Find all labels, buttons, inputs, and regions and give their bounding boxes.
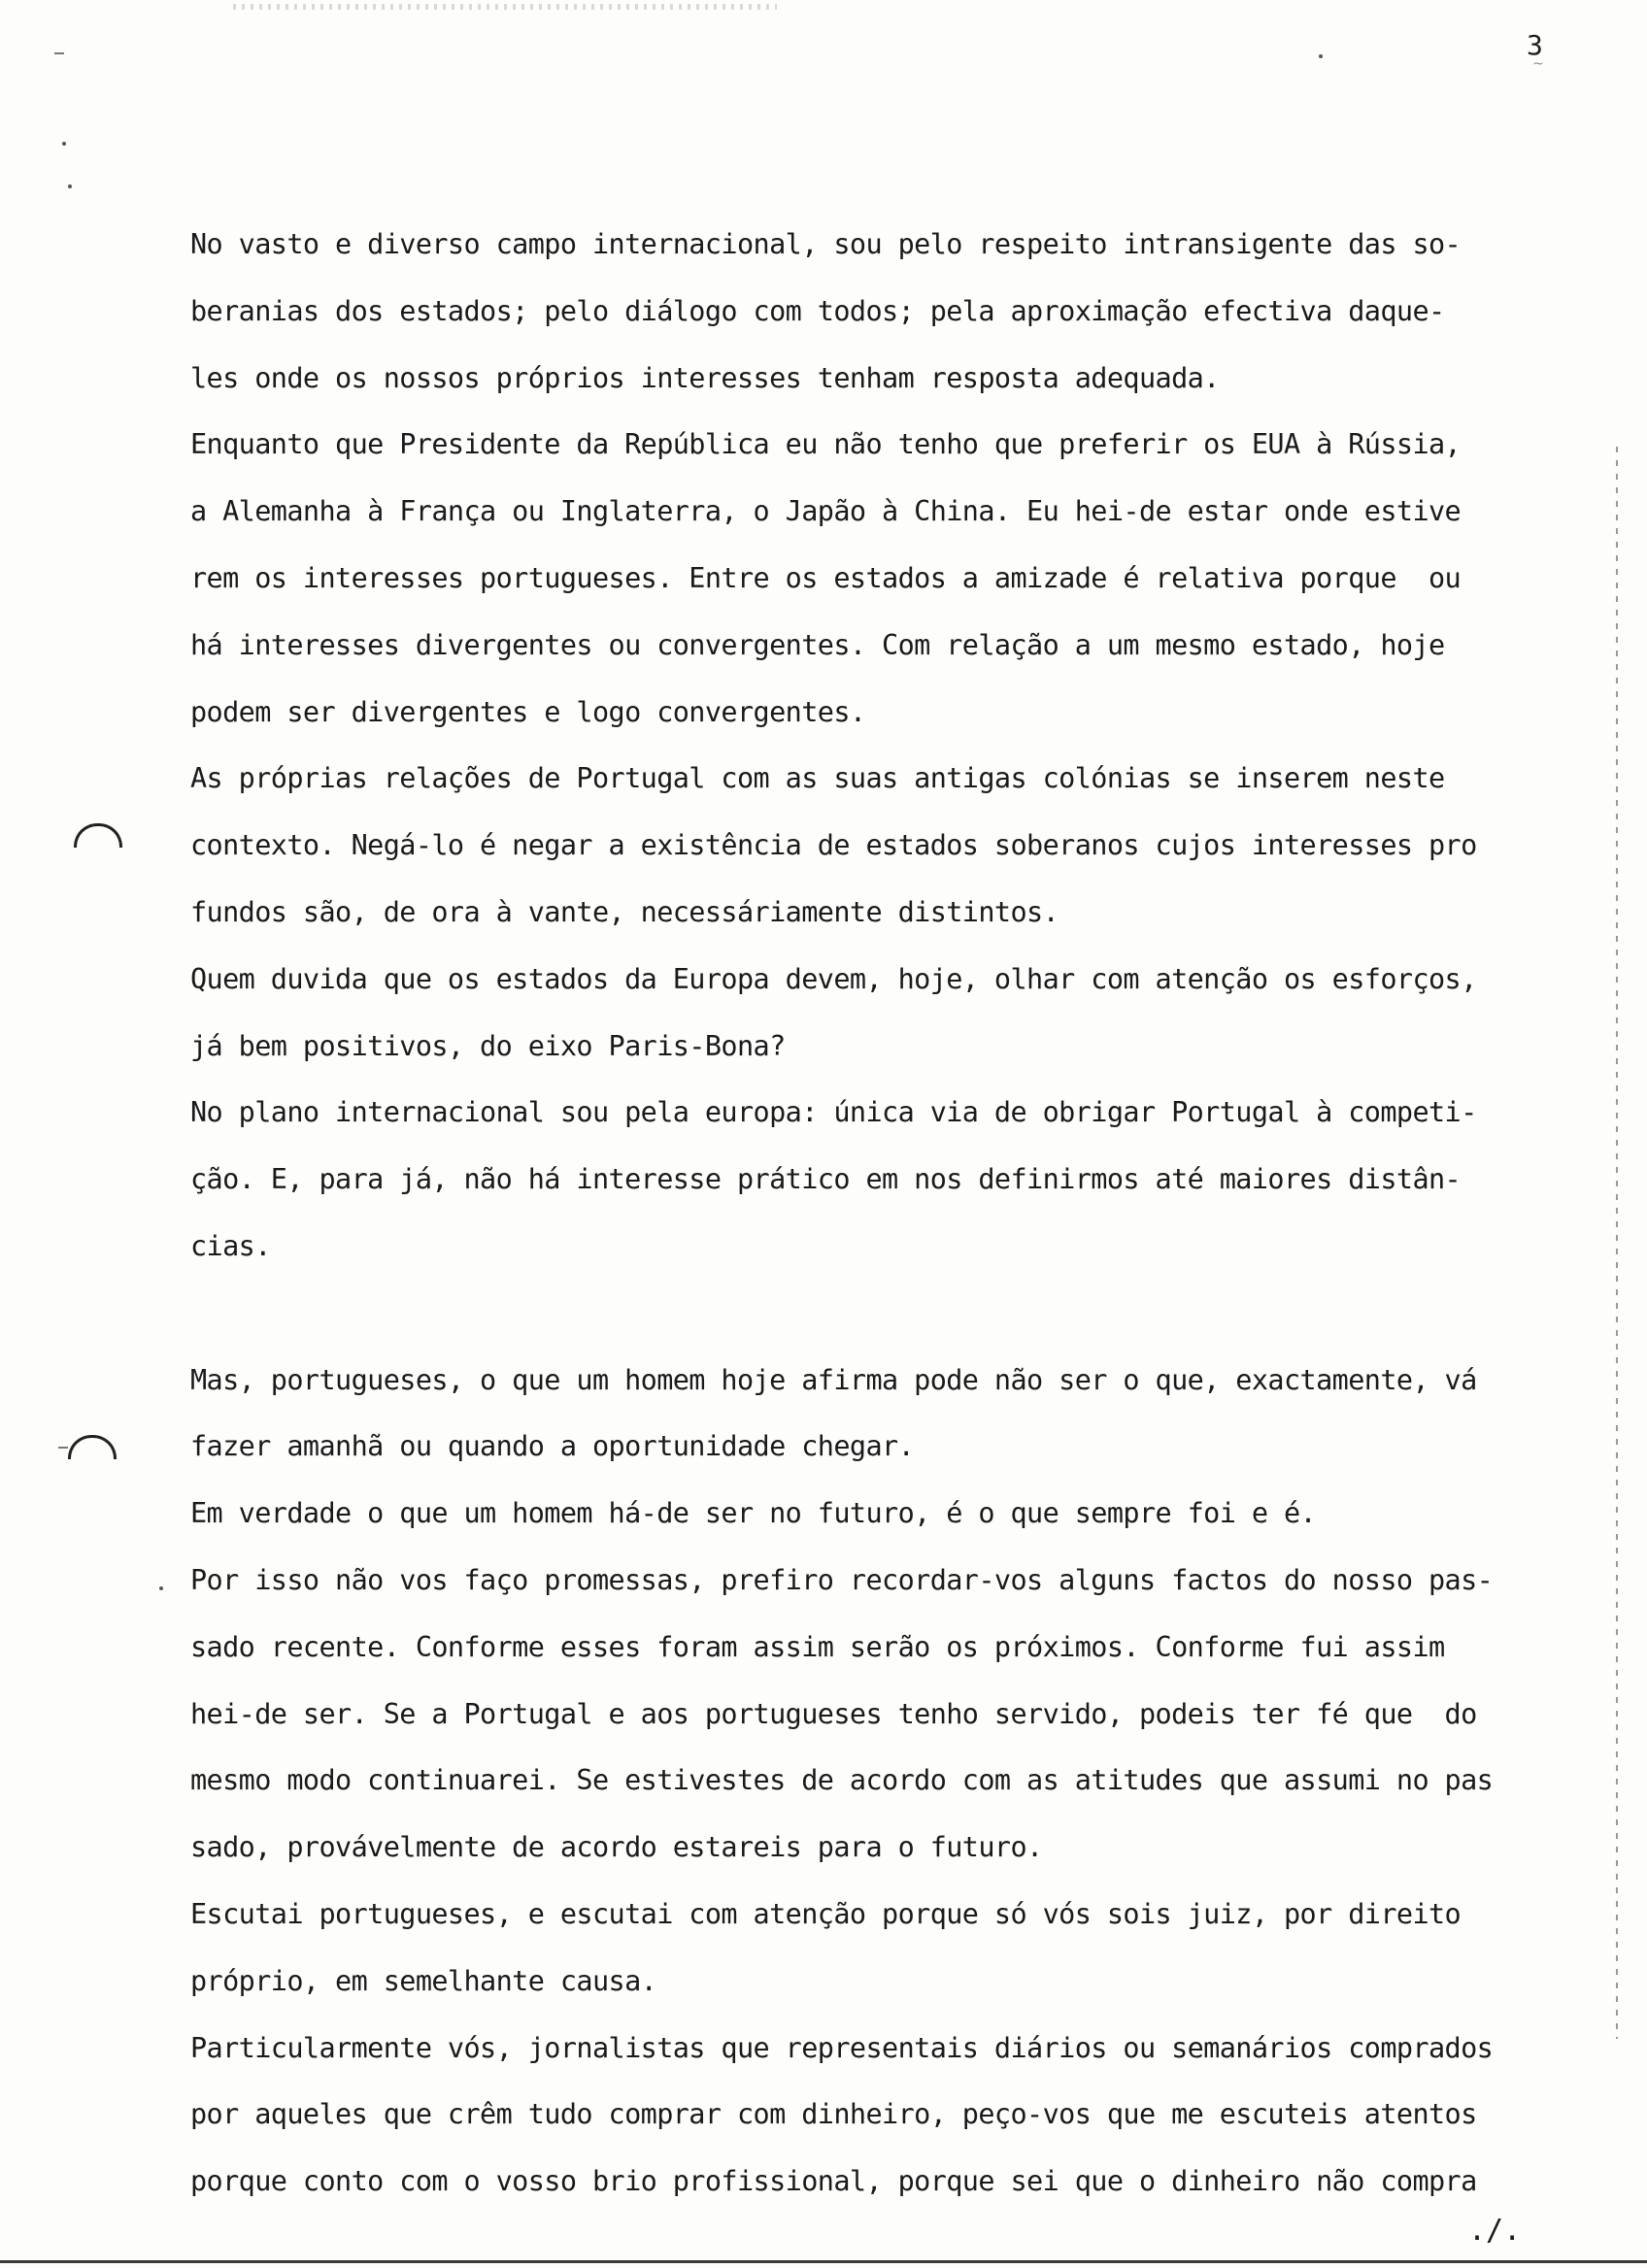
punch-hole-mark-upper xyxy=(74,823,122,848)
text-line: les onde os nossos próprios interesses tenham resposta adequada. xyxy=(190,361,1220,394)
text-line: sado recente. Conforme esses foram assim serão os próximos. Conforme fui assim xyxy=(190,1630,1445,1663)
continuation-mark: ./. xyxy=(1468,2214,1522,2248)
body-text xyxy=(190,212,1530,2216)
text-line: fazer amanhã ou quando a oportunidade chegar. xyxy=(190,1430,915,1463)
margin-speck xyxy=(159,1586,163,1590)
text-line: As próprias relações de Portugal com as suas antigas colónias se inserem neste xyxy=(190,762,1445,795)
paragraph-gap xyxy=(190,1281,1530,1348)
text-line: Em verdade o que um homem há-de ser no futuro, é o que sempre foi e é. xyxy=(190,1497,1317,1530)
text-line: próprio, em semelhante causa. xyxy=(190,1964,657,1997)
text-line: porque conto com o vosso brio profissional, porque sei que o dinheiro não compra xyxy=(190,2165,1477,2198)
text-line: Mas, portugueses, o que um homem hoje afirma pode não ser o que, exactamente, vá xyxy=(190,1363,1477,1396)
text-line: Escutai portugueses, e escutai com atenção porque só vós sois juiz, por direito xyxy=(190,1897,1462,1930)
margin-speck xyxy=(54,52,64,54)
bottom-edge-rule xyxy=(0,2260,1647,2263)
text-line: ção. E, para já, não há interesse prático em nos definirmos até maiores distân- xyxy=(190,1163,1462,1196)
top-edge-smudge xyxy=(233,4,777,10)
right-margin-dotted-line xyxy=(1616,447,1618,2039)
text-line: hei-de ser. Se a Portugal e aos portugueses tenho servido, podeis ter fé que do xyxy=(190,1697,1477,1730)
text-line: há interesses divergentes ou convergentes. Com relação a um mesmo estado, hoje xyxy=(190,628,1445,661)
margin-speck xyxy=(62,142,66,146)
text-line: já bem positivos, do eixo Paris-Bona? xyxy=(190,1029,786,1062)
text-line: Por isso não vos faço promessas, prefiro recordar-vos alguns factos do nosso pas- xyxy=(190,1563,1494,1596)
text-line: fundos são, de ora à vante, necessáriamente distintos. xyxy=(190,895,1059,928)
page-number: 3 xyxy=(1527,29,1543,61)
text-line: sado, provávelmente de acordo estareis para o futuro. xyxy=(190,1831,1043,1864)
margin-speck xyxy=(1319,54,1323,58)
text-line: No vasto e diverso campo internacional, sou pelo respeito intransigente das so- xyxy=(190,228,1462,260)
text-line: cias. xyxy=(190,1229,271,1262)
text-line: a Alemanha à França ou Inglaterra, o Japão à China. Eu hei-de estar onde estive xyxy=(190,495,1462,528)
margin-speck xyxy=(68,184,72,188)
text-line: podem ser divergentes e logo convergentes. xyxy=(190,695,866,728)
text-line: Quem duvida que os estados da Europa devem, hoje, olhar com atenção os esforços, xyxy=(190,962,1477,995)
margin-speck xyxy=(58,1447,68,1449)
text-line: beranias dos estados; pelo diálogo com todos; pela aproximação efectiva daque- xyxy=(190,294,1445,327)
text-line: contexto. Negá-lo é negar a existência de estados soberanos cujos interesses pro xyxy=(190,829,1477,862)
text-line: por aqueles que crêm tudo comprar com dinheiro, peço-vos que me escuteis atentos xyxy=(190,2098,1477,2131)
text-line: Particularmente vós, jornalistas que representais diários ou semanários comprados xyxy=(190,2031,1494,2064)
text-line: No plano internacional sou pela europa: única via de obrigar Portugal à competi- xyxy=(190,1096,1477,1129)
text-line: Enquanto que Presidente da República eu não tenho que preferir os EUA à Rússia, xyxy=(190,428,1462,461)
punch-hole-mark-lower xyxy=(68,1435,117,1459)
page-number-scribble: ~ xyxy=(1532,56,1544,72)
text-line: rem os interesses portugueses. Entre os estados a amizade é relativa porque ou xyxy=(190,561,1462,594)
text-line: mesmo modo continuarei. Se estivestes de acordo com as atitudes que assumi no pas xyxy=(190,1764,1494,1797)
